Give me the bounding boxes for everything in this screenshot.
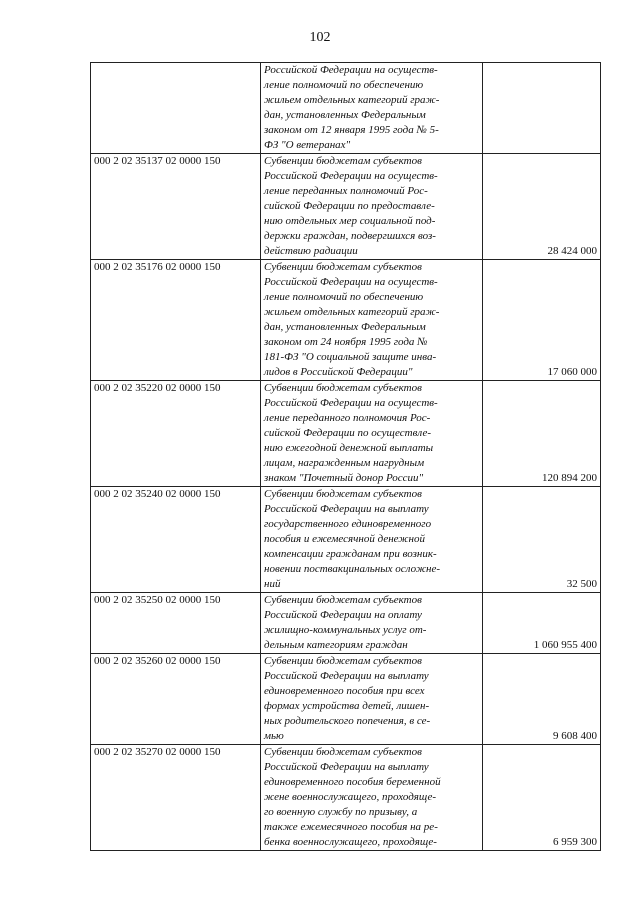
revenue-name-line: Субвенции бюджетам субъектов — [264, 155, 422, 167]
budget-code-cell: 000 2 02 35176 02 0000 150 — [91, 260, 261, 381]
revenue-name-line: законом от 24 ноября 1995 года № — [264, 336, 428, 348]
revenue-name-line: Российской Федерации на осуществ- — [264, 170, 438, 182]
revenue-name-line: Российской Федерации на выплату — [264, 761, 429, 773]
revenue-name-line: ление переданного полномочия Рос- — [264, 412, 431, 424]
revenue-name-line: жильем отдельных категорий граж- — [264, 306, 440, 318]
revenue-name-line: нию ежегодной денежной выплаты — [264, 442, 434, 454]
revenue-name-line: ний — [264, 578, 281, 590]
revenue-name-line: дан, установленных Федеральным — [264, 109, 426, 121]
revenue-name-line: формах устройства детей, лишен- — [264, 700, 430, 712]
amount-cell: 120 894 200 — [483, 381, 601, 487]
table-row — [91, 654, 601, 745]
revenue-name-cell — [261, 381, 483, 487]
amount-cell: 28 424 000 — [483, 154, 601, 260]
revenue-name-line: пособия и ежемесячной денежной — [264, 533, 425, 545]
revenue-name-line: нию отдельных мер социальной под- — [264, 215, 436, 227]
revenue-name-line: Субвенции бюджетам субъектов — [264, 594, 422, 606]
revenue-name-line: Субвенции бюджетам субъектов — [264, 655, 422, 667]
revenue-name-line: дан, установленных Федеральным — [264, 321, 426, 333]
revenue-name-cell — [261, 593, 483, 654]
budget-code-cell: 000 2 02 35250 02 0000 150 — [91, 593, 261, 654]
table-row — [91, 154, 601, 260]
table-row — [91, 745, 601, 851]
revenue-name-line: сийской Федерации по предоставле- — [264, 200, 435, 212]
amount-cell: 9 608 400 — [483, 654, 601, 745]
revenue-name-line: го военную службу по призыву, а — [264, 806, 418, 818]
amount-cell: 6 959 300 — [483, 745, 601, 851]
revenue-name-line: жене военнослужащего, проходяще- — [264, 791, 437, 803]
revenue-name-line: также ежемесячного пособия на ре- — [264, 821, 438, 833]
revenue-name-cell — [261, 154, 483, 260]
revenue-name-line: Российской Федерации на осуществ- — [264, 64, 438, 76]
revenue-name-cell — [261, 487, 483, 593]
revenue-name-line: государственного единовременного — [264, 518, 432, 530]
revenue-name-line: единовременного пособия беременной — [264, 776, 441, 788]
budget-code-cell: 000 2 02 35270 02 0000 150 — [91, 745, 261, 851]
revenue-name-line: Российской Федерации на выплату — [264, 503, 429, 515]
revenue-name-line: ление полномочий по обеспечению — [264, 79, 424, 91]
amount-cell — [483, 63, 601, 154]
revenue-name-line: дельным категориям граждан — [264, 639, 408, 651]
revenue-name-line: Российской Федерации на осуществ- — [264, 397, 438, 409]
revenue-name-line: Субвенции бюджетам субъектов — [264, 261, 422, 273]
revenue-name-line: ление полномочий по обеспечению — [264, 291, 424, 303]
revenue-name-line: Субвенции бюджетам субъектов — [264, 488, 422, 500]
budget-table — [90, 62, 601, 851]
table-row — [91, 593, 601, 654]
revenue-name-line: Российской Федерации на осуществ- — [264, 276, 438, 288]
revenue-name-line: сийской Федерации по осуществле- — [264, 427, 431, 439]
revenue-name-line: законом от 12 января 1995 года № 5- — [264, 124, 439, 136]
revenue-name-line: жилищно-коммунальных услуг от- — [264, 624, 427, 636]
page-number: 102 — [309, 30, 331, 45]
table-row — [91, 381, 601, 487]
revenue-name-line: 181-ФЗ "О социальной защите инва- — [264, 351, 437, 363]
budget-code-cell: 000 2 02 35260 02 0000 150 — [91, 654, 261, 745]
amount-cell: 32 500 — [483, 487, 601, 593]
revenue-name-line: компенсации гражданам при возник- — [264, 548, 437, 560]
table-row — [91, 63, 601, 154]
revenue-name-cell — [261, 260, 483, 381]
revenue-name-line: лидов в Российской Федерации" — [264, 366, 413, 378]
table-row — [91, 260, 601, 381]
revenue-name-line: Субвенции бюджетам субъектов — [264, 382, 422, 394]
budget-table-body — [91, 63, 601, 851]
revenue-name-cell — [261, 745, 483, 851]
revenue-name-line: Российской Федерации на выплату — [264, 670, 429, 682]
revenue-name-line: ление переданных полномочий Рос- — [264, 185, 428, 197]
revenue-name-line: лицам, награжденным нагрудным — [264, 457, 425, 469]
revenue-name-line: ных родительского попечения, в се- — [264, 715, 431, 727]
amount-cell: 1 060 955 400 — [483, 593, 601, 654]
table-row — [91, 487, 601, 593]
revenue-name-line: единовременного пособия при всех — [264, 685, 425, 697]
revenue-name-line: действию радиации — [264, 245, 358, 257]
budget-code-cell — [91, 63, 261, 154]
budget-code-cell: 000 2 02 35220 02 0000 150 — [91, 381, 261, 487]
revenue-name-line: держки граждан, подвергшихся воз- — [264, 230, 436, 242]
revenue-name-line: Субвенции бюджетам субъектов — [264, 746, 422, 758]
revenue-name-line: жильем отдельных категорий граж- — [264, 94, 440, 106]
revenue-name-line: новении поствакцинальных осложне- — [264, 563, 441, 575]
revenue-name-line: ФЗ "О ветеранах" — [264, 139, 351, 151]
revenue-name-line: Российской Федерации на оплату — [264, 609, 422, 621]
amount-cell: 17 060 000 — [483, 260, 601, 381]
revenue-name-line: мью — [264, 730, 284, 742]
budget-code-cell: 000 2 02 35137 02 0000 150 — [91, 154, 261, 260]
revenue-name-line: знаком "Почетный донор России" — [264, 472, 424, 484]
budget-code-cell: 000 2 02 35240 02 0000 150 — [91, 487, 261, 593]
revenue-name-cell — [261, 654, 483, 745]
revenue-name-cell — [261, 63, 483, 154]
revenue-name-line: бенка военнослужащего, проходяще- — [264, 836, 437, 848]
